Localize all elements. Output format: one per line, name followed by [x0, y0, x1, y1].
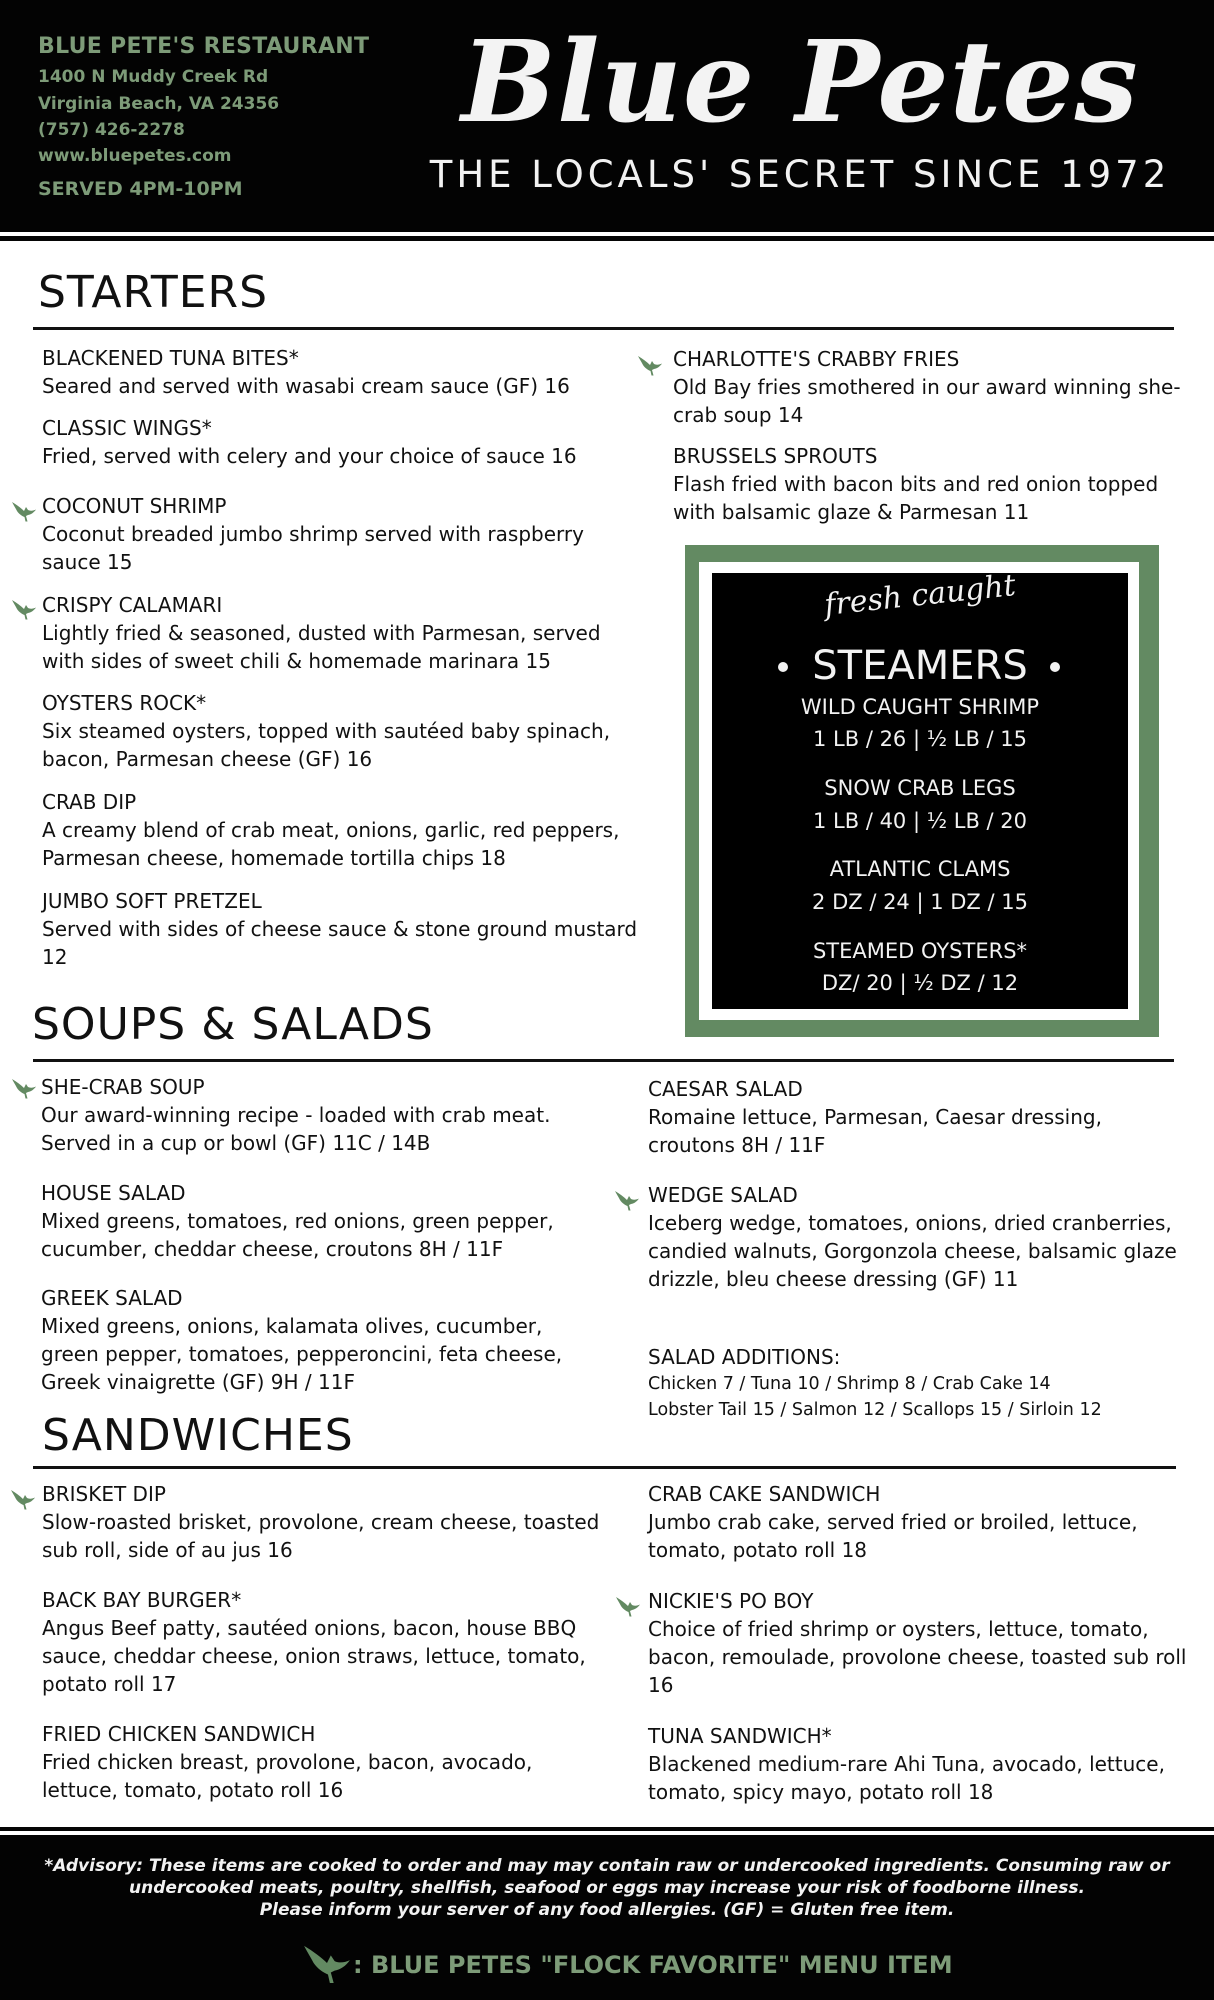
section-divider — [33, 1059, 1174, 1062]
item-description: Choice of fried shrimp or oysters, lettuce, tomato, bacon, remoulade, provolone cheese, toasted sub roll 16 — [648, 1617, 1187, 1697]
item-name: GREEK SALAD — [41, 1286, 183, 1310]
website-link: www.bluepetes.com — [38, 146, 232, 166]
menu-item — [41, 1179, 601, 1263]
service-hours: SERVED 4PM-10PM — [38, 178, 243, 200]
header-divider — [0, 236, 1214, 241]
item-description: Our award-winning recipe - loaded with crab meat. Served in a cup or bowl (GF) 11C / 14B — [41, 1103, 551, 1155]
item-description: Jumbo crab cake, served fried or broiled, lettuce, tomato, potato roll 18 — [648, 1510, 1138, 1562]
item-description: Seared and served with wasabi cream sauce (GF) 16 — [42, 374, 570, 398]
item-name: FRIED CHICKEN SANDWICH — [42, 1722, 316, 1746]
menu-item — [42, 689, 642, 773]
item-name: CRAB CAKE SANDWICH — [648, 1482, 881, 1506]
flock-favorite-icon — [302, 1942, 352, 1984]
item-name: BACK BAY BURGER* — [42, 1588, 242, 1612]
menu-item — [42, 1586, 602, 1698]
item-description: Old Bay fries smothered in our award winning she-crab soup 14 — [673, 375, 1181, 427]
menu-item — [42, 414, 642, 470]
menu-item — [42, 788, 642, 872]
item-name: JUMBO SOFT PRETZEL — [42, 889, 262, 913]
item-description: Romaine lettuce, Parmesan, Caesar dressing, croutons 8H / 11F — [648, 1105, 1102, 1157]
menu-item — [673, 345, 1193, 429]
footer-divider — [0, 1827, 1214, 1831]
item-description: Blackened medium-rare Ahi Tuna, avocado, lettuce, tomato, spicy mayo, potato roll 18 — [648, 1752, 1165, 1804]
restaurant-name: BLUE PETE'S RESTAURANT — [38, 34, 370, 59]
steamer-name: SNOW CRAB LEGS — [824, 776, 1016, 800]
menu-item — [42, 591, 642, 675]
flock-favorite-icon — [614, 1189, 640, 1211]
menu-item — [41, 1284, 601, 1396]
item-description: Flash fried with bacon bits and red onion topped with balsamic glaze & Parmesan 11 — [673, 472, 1159, 524]
item-description: Fried, served with celery and your choice of sauce 16 — [42, 444, 577, 468]
item-name: WEDGE SALAD — [648, 1183, 798, 1207]
flock-favorite-icon — [11, 500, 37, 522]
menu-item — [42, 887, 642, 971]
steamers-title: STEAMERS — [812, 643, 1028, 689]
menu-item — [41, 1073, 601, 1157]
steamer-price: 1 LB / 40 | ½ LB / 20 — [813, 809, 1027, 833]
salad-additions-title: SALAD ADDITIONS: — [648, 1345, 841, 1369]
menu-item — [648, 1181, 1188, 1293]
item-description: Mixed greens, tomatoes, red onions, green pepper, cucumber, cheddar cheese, croutons 8H / 11F — [41, 1209, 554, 1261]
salad-additions — [648, 1343, 1208, 1423]
steamers-script-label: fresh caught — [822, 568, 1018, 623]
advisory-text: Please inform your server of any food allergies. (GF) = Gluten free item. — [259, 1900, 955, 1920]
advisory-text: *Advisory: These items are cooked to order and may may contain raw or undercooked ingredients. Consuming raw or — [44, 1856, 1170, 1876]
steamer-name: ATLANTIC CLAMS — [829, 857, 1011, 881]
item-description: Six steamed oysters, topped with sautéed baby spinach, bacon, Parmesan cheese (GF) 16 — [42, 719, 611, 771]
flock-favorite-icon — [11, 1077, 37, 1099]
item-name: TUNA SANDWICH* — [648, 1724, 832, 1748]
steamer-name: WILD CAUGHT SHRIMP — [800, 695, 1040, 719]
item-description: Coconut breaded jumbo shrimp served with raspberry sauce 15 — [42, 522, 584, 574]
item-description: A creamy blend of crab meat, onions, garlic, red peppers, Parmesan cheese, homemade tortilla chips 18 — [42, 818, 620, 870]
section-title-starters: STARTERS — [38, 267, 269, 318]
section-title-sandwiches: SANDWICHES — [42, 1410, 354, 1461]
section-title-soups-salads: SOUPS & SALADS — [32, 999, 434, 1050]
phone-number: (757) 426-2278 — [38, 120, 185, 140]
item-name: HOUSE SALAD — [41, 1181, 186, 1205]
item-name: CRAB DIP — [42, 790, 137, 814]
steamer-price: 1 LB / 26 | ½ LB / 15 — [813, 727, 1027, 751]
salad-additions-line: Lobster Tail 15 / Salmon 12 / Scallops 15 / Sirloin 12 — [648, 1400, 1102, 1420]
section-divider — [33, 1466, 1176, 1469]
menu-item — [648, 1587, 1188, 1699]
item-name: BRUSSELS SPROUTS — [673, 444, 878, 468]
logo: Blue Petes — [461, 17, 1139, 148]
steamer-price: 2 DZ / 24 | 1 DZ / 15 — [812, 890, 1028, 914]
menu-item — [648, 1480, 1188, 1564]
flock-favorite-icon — [11, 598, 37, 620]
item-description: Fried chicken breast, provolone, bacon, avocado, lettuce, tomato, potato roll 16 — [42, 1750, 533, 1802]
menu-item — [648, 1722, 1188, 1806]
tagline: THE LOCALS' SECRET SINCE 1972 — [429, 153, 1171, 196]
menu-item — [42, 492, 642, 576]
steamers-title-row — [712, 638, 1128, 694]
item-description: Iceberg wedge, tomatoes, onions, dried cranberries, candied walnuts, Gorgonzola cheese, balsamic glaze drizzle, bleu cheese dressing (GF) 11 — [648, 1211, 1177, 1291]
item-name: BRISKET DIP — [42, 1482, 166, 1506]
steamer-name: STEAMED OYSTERS* — [812, 939, 1028, 963]
flock-favorite-icon — [637, 354, 663, 376]
menu-item — [42, 1720, 602, 1804]
menu-item — [42, 1480, 602, 1564]
bullet-dot-icon — [1050, 662, 1060, 672]
item-name: SHE-CRAB SOUP — [41, 1075, 205, 1099]
flock-favorite-icon — [615, 1595, 641, 1617]
salad-additions-line: Chicken 7 / Tuna 10 / Shrimp 8 / Crab Cake 14 — [648, 1374, 1051, 1394]
item-description: Angus Beef patty, sautéed onions, bacon, house BBQ sauce, cheddar cheese, onion straws, lettuce, tomato, potato roll 17 — [42, 1616, 586, 1696]
address-line-2: Virginia Beach, VA 24356 — [38, 94, 280, 114]
menu-item — [673, 442, 1193, 526]
flock-favorite-icon — [10, 1488, 36, 1510]
item-name: CAESAR SALAD — [648, 1077, 803, 1101]
menu-item — [648, 1075, 1188, 1159]
item-name: CLASSIC WINGS* — [42, 416, 212, 440]
item-description: Lightly fried & seasoned, dusted with Parmesan, served with sides of sweet chili & homemade marinara 15 — [42, 621, 601, 673]
item-name: NICKIE'S PO BOY — [648, 1589, 814, 1613]
advisory-text: undercooked meats, poultry, shellfish, seafood or eggs may increase your risk of foodborne illness. — [129, 1878, 1085, 1898]
item-name: CHARLOTTE'S CRABBY FRIES — [673, 347, 960, 371]
item-name: BLACKENED TUNA BITES* — [42, 346, 299, 370]
section-divider — [33, 327, 1174, 330]
item-description: Slow-roasted brisket, provolone, cream cheese, toasted sub roll, side of au jus 16 — [42, 1510, 600, 1562]
item-description: Served with sides of cheese sauce & stone ground mustard 12 — [42, 917, 638, 969]
item-name: OYSTERS ROCK* — [42, 691, 207, 715]
menu-item — [42, 344, 642, 400]
address-line-1: 1400 N Muddy Creek Rd — [38, 67, 269, 87]
item-name: CRISPY CALAMARI — [42, 593, 223, 617]
item-name: COCONUT SHRIMP — [42, 494, 227, 518]
flock-favorite-legend: : BLUE PETES "FLOCK FAVORITE" MENU ITEM — [353, 1951, 953, 1979]
steamer-price: DZ/ 20 | ½ DZ / 12 — [821, 971, 1019, 995]
item-description: Mixed greens, onions, kalamata olives, cucumber, green pepper, tomatoes, pepperoncini, feta cheese, Greek vinaigrette (GF) 9H / 11F — [41, 1314, 563, 1394]
